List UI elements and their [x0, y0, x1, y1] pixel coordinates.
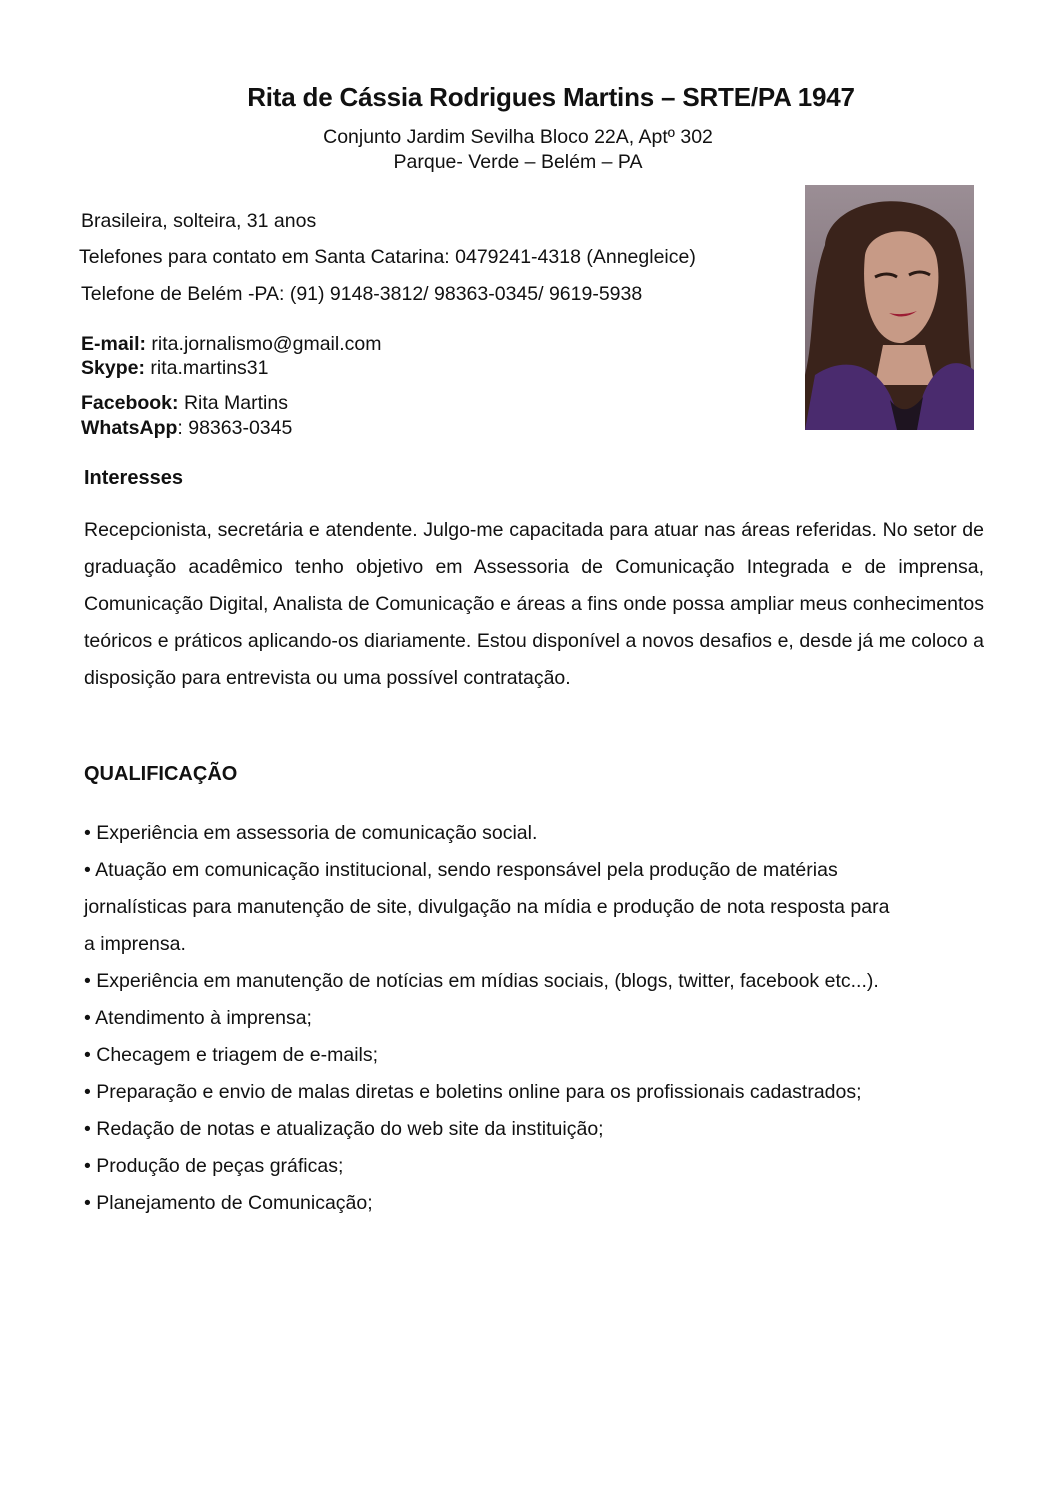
portrait-photo [805, 185, 974, 430]
email-row [81, 333, 381, 356]
list-item: • Produção de peças gráficas; [84, 1155, 344, 1177]
facebook-row [81, 392, 288, 415]
interests-heading: Interesses [84, 467, 183, 489]
phone-belem: Telefone de Belém -PA: (91) 9148-3812/ 98363-0345/ 9619-5938 [81, 283, 643, 305]
facebook-value: Rita Martins [178, 392, 288, 414]
phone-santa-catarina: Telefones para contato em Santa Catarina: 0479241-4318 (Annegleice) [79, 246, 696, 268]
list-item: • Atendimento à imprensa; [84, 1007, 312, 1029]
facebook-label: Facebook: [81, 392, 179, 414]
qualification-list [84, 815, 904, 1222]
list-item: • Planejamento de Comunicação; [84, 1192, 373, 1214]
skype-label: Skype: [81, 357, 145, 379]
address-line-1: Conjunto Jardim Sevilha Bloco 22A, Aptº 302 [323, 126, 713, 148]
list-item: • Experiência em assessoria de comunicação social. [84, 822, 538, 844]
whatsapp-value: : 98363-0345 [177, 417, 293, 439]
skype-row [81, 357, 269, 380]
personal-status: Brasileira, solteira, 31 anos [81, 210, 317, 232]
list-item: • Checagem e triagem de e-mails; [84, 1044, 379, 1066]
interests-paragraph: Recepcionista, secretária e atendente. Julgo-me capacitada para atuar nas áreas referidas. No setor de graduação acadêmico tenho objetivo em Assessoria de Comunicação Integrada e de imprensa, Comunicação Digital, Analista de Comunicação e áreas a fins onde possa ampliar meus conhecimentos teóricos e práticos aplicando-os diariamente. Estou disponível a novos desafios e, desde já me coloco a disposição para entrevista ou uma possível contratação. [84, 519, 984, 689]
qualification-heading: QUALIFICAÇÃO [84, 763, 238, 785]
list-item: • Atuação em comunicação institucional, sendo responsável pela produção de matérias jornalísticas para manutenção de site, divulgação na mídia e produção de nota resposta para a imprensa. [84, 859, 890, 955]
skype-value: rita.martins31 [144, 357, 269, 379]
list-item: • Preparação e envio de malas diretas e boletins online para os profissionais cadastrados; [84, 1081, 862, 1103]
whatsapp-label: WhatsApp [81, 417, 178, 439]
address-line-2: Parque- Verde – Belém – PA [393, 151, 643, 173]
whatsapp-row [81, 417, 292, 440]
email-label: E-mail: [81, 333, 147, 355]
page-title: Rita de Cássia Rodrigues Martins – SRTE/PA 1947 [247, 82, 855, 112]
portrait-icon [805, 185, 974, 430]
list-item: • Experiência em manutenção de notícias em mídias sociais, (blogs, twitter, facebook etc...). [84, 970, 879, 992]
email-value: rita.jornalismo@gmail.com [146, 333, 382, 355]
list-item: • Redação de notas e atualização do web site da instituição; [84, 1118, 604, 1140]
